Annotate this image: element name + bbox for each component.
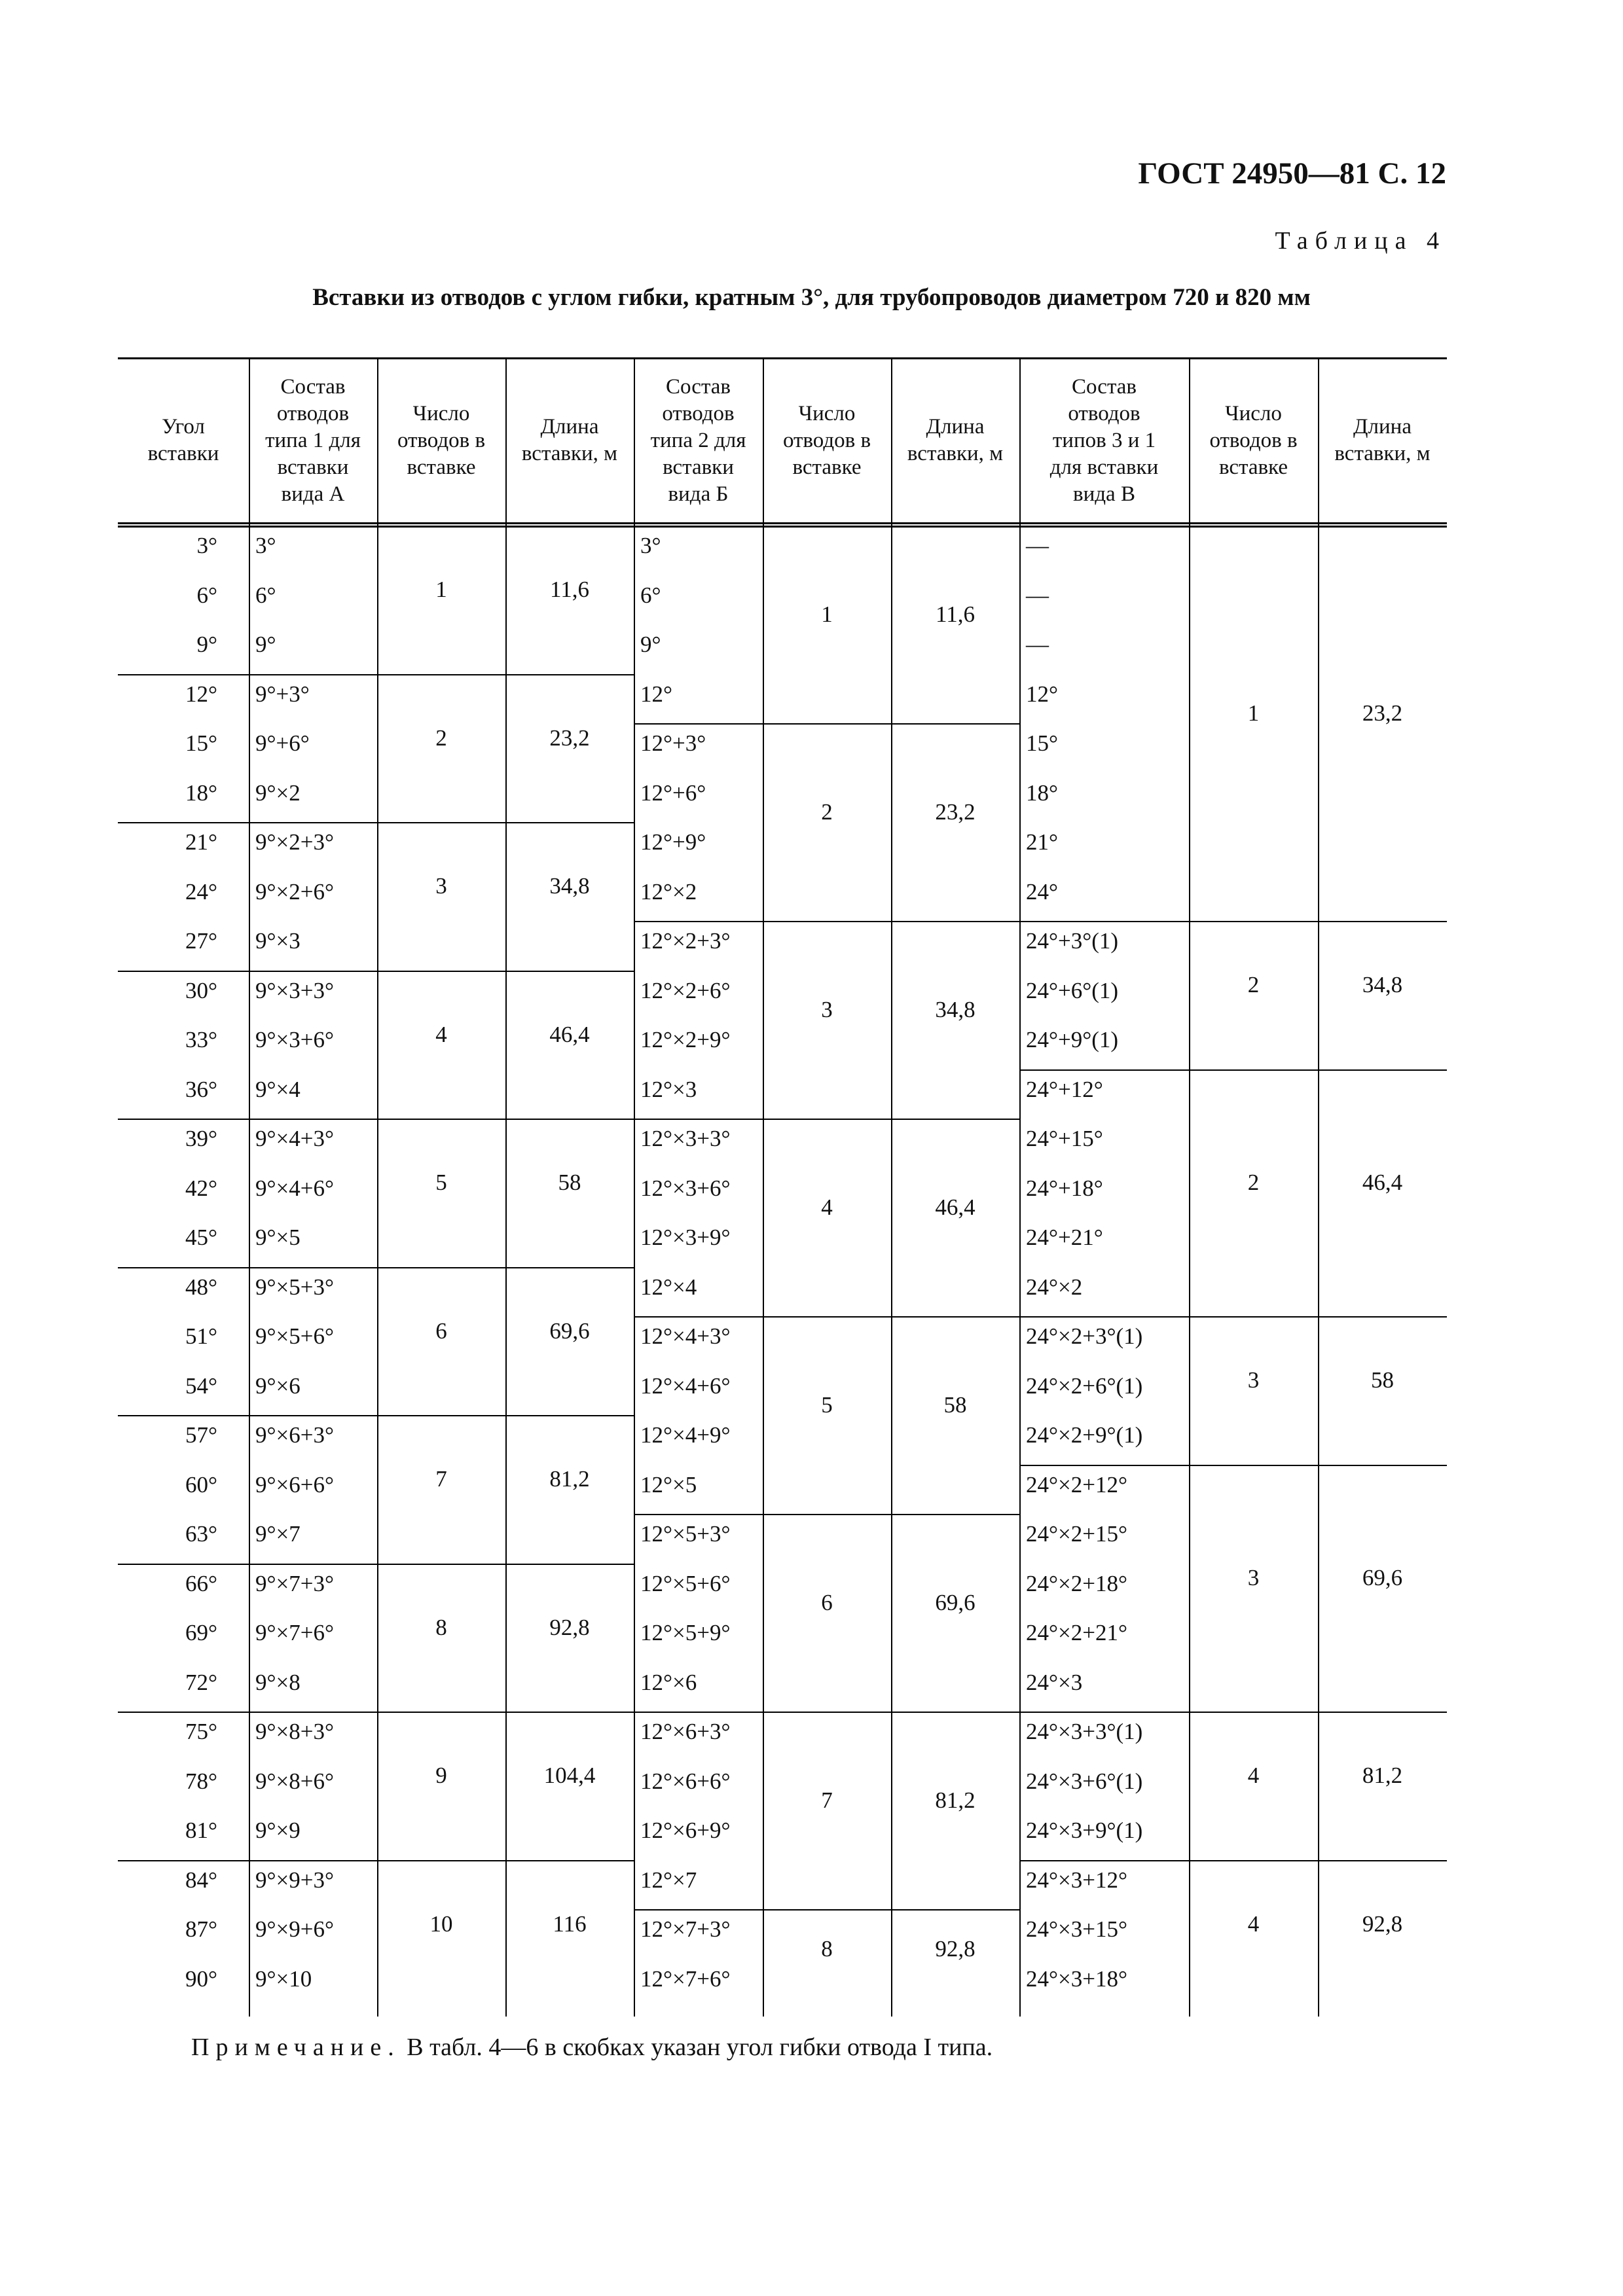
table-label: Таблица 4 <box>1275 227 1446 255</box>
composition-cell-c: 24°×3+15° <box>1026 1916 1127 1942</box>
group-rule-b <box>634 921 1019 922</box>
composition-cell-b: 12°×5+9° <box>640 1620 731 1645</box>
count-cell-b: 4 <box>821 1194 833 1220</box>
length-cell-a: 46,4 <box>549 1021 590 1047</box>
length-cell-b: 92,8 <box>935 1935 976 1962</box>
column-rule <box>634 357 635 2017</box>
count-cell-c: 4 <box>1247 1910 1260 1937</box>
length-cell-b: 23,2 <box>935 799 976 825</box>
composition-cell-b: 12°×7+6° <box>640 1965 731 1992</box>
composition-cell-b: 12°×2 <box>640 878 697 905</box>
group-rule-a <box>118 1119 634 1120</box>
composition-cell-b: 12°×6+9° <box>640 1818 731 1843</box>
composition-cell-c: 24°×2+12° <box>1026 1471 1127 1498</box>
composition-cell-c: 24°×3+18° <box>1026 1965 1127 1992</box>
column-header <box>505 357 634 524</box>
length-cell-a: 116 <box>553 1910 587 1937</box>
composition-cell-b: 6° <box>640 582 661 608</box>
composition-cell-a: 9°+3° <box>255 681 310 707</box>
length-cell-c: 69,6 <box>1362 1565 1403 1591</box>
composition-cell-a: 9° <box>255 632 276 657</box>
angle-cell: 66° <box>185 1570 217 1596</box>
count-cell-a: 2 <box>435 725 447 751</box>
note-text: В табл. 4—6 в скобках указан угол гибки отвода I типа. <box>400 2034 993 2061</box>
composition-cell-a: 9°×7+6° <box>255 1620 334 1645</box>
composition-cell-a: 9°×6+6° <box>255 1471 334 1498</box>
page-header: ГОСТ 24950—81 С. 12 <box>1138 156 1446 190</box>
composition-cell-b: 12°×6 <box>640 1669 697 1695</box>
note-lead: Примечание. <box>191 2034 401 2061</box>
group-rule-b <box>634 1119 1019 1120</box>
composition-cell-a: 9°×3+3° <box>255 977 334 1003</box>
group-rule-a <box>118 1564 634 1565</box>
composition-cell-c: 24°+3°(1) <box>1026 928 1119 954</box>
column-header <box>1189 357 1318 524</box>
group-rule-c <box>1019 1465 1447 1466</box>
composition-cell-b: 12° <box>640 681 672 707</box>
composition-cell-c: 24°+9°(1) <box>1026 1027 1119 1052</box>
count-cell-c: 2 <box>1247 972 1260 998</box>
length-cell-b: 34,8 <box>935 997 976 1022</box>
column-header-label: Длина вставки, м <box>1334 415 1431 465</box>
group-rule-b <box>634 1712 1019 1713</box>
count-cell-a: 1 <box>435 577 447 603</box>
count-cell-c: 1 <box>1247 700 1260 726</box>
length-cell-a: 92,8 <box>549 1614 590 1640</box>
angle-cell: 15° <box>185 730 217 756</box>
count-cell-c: 3 <box>1247 1367 1260 1393</box>
length-cell-b: 46,4 <box>935 1194 976 1220</box>
length-cell-c: 81,2 <box>1362 1763 1403 1789</box>
angle-cell: 72° <box>185 1669 217 1695</box>
column-header <box>763 357 891 524</box>
group-rule-b <box>634 1909 1019 1910</box>
table-note <box>191 2033 993 2062</box>
length-cell-b: 58 <box>943 1392 967 1418</box>
composition-cell-a: 9°×4+3° <box>255 1126 334 1151</box>
composition-cell-a: 9°×3 <box>255 928 301 954</box>
composition-cell-c: 15° <box>1026 730 1058 756</box>
count-cell-b: 6 <box>821 1590 833 1615</box>
angle-cell: 39° <box>185 1126 217 1151</box>
composition-cell-c: 24°×3+9°(1) <box>1026 1818 1143 1843</box>
angle-cell: 81° <box>185 1818 217 1843</box>
composition-cell-a: 9°×5+6° <box>255 1323 334 1349</box>
count-cell-c: 3 <box>1247 1565 1260 1591</box>
composition-cell-a: 9°×3+6° <box>255 1027 334 1052</box>
composition-cell-c: 24°+18° <box>1026 1175 1103 1201</box>
angle-cell: 54° <box>185 1372 217 1399</box>
column-header-label: Состав отводов типа 2 для вставки вида Б <box>650 374 746 506</box>
composition-cell-a: 9°×6 <box>255 1372 301 1399</box>
composition-cell-c: 24°×3+3°(1) <box>1026 1719 1143 1744</box>
length-cell-b: 81,2 <box>935 1787 976 1813</box>
angle-cell: 48° <box>185 1274 217 1300</box>
composition-cell-b: 12°×3+9° <box>640 1225 731 1250</box>
composition-cell-b: 3° <box>640 533 661 558</box>
count-cell-a: 3 <box>435 873 447 899</box>
angle-cell: 45° <box>185 1225 217 1250</box>
composition-cell-a: 9°×9 <box>255 1818 301 1843</box>
composition-cell-a: 9°+6° <box>255 730 310 756</box>
composition-cell-a: 9°×10 <box>255 1965 312 1992</box>
group-rule-c <box>1019 1860 1447 1861</box>
column-header <box>1318 357 1447 524</box>
angle-cell: 90° <box>185 1965 217 1992</box>
count-cell-b: 2 <box>821 799 833 825</box>
count-cell-b: 1 <box>821 601 833 627</box>
composition-cell-b: 12°×4+6° <box>640 1372 731 1399</box>
composition-cell-b: 12°×3+6° <box>640 1175 731 1201</box>
composition-cell-b: 12°×2+3° <box>640 928 731 954</box>
group-rule-a <box>118 1860 634 1861</box>
header-rule-2 <box>118 526 1447 528</box>
column-header <box>634 357 763 524</box>
composition-cell-b: 12°×5+6° <box>640 1570 731 1596</box>
length-cell-b: 69,6 <box>935 1590 976 1615</box>
count-cell-a: 8 <box>435 1614 447 1640</box>
column-header <box>891 357 1019 524</box>
composition-cell-b: 12°×5+3° <box>640 1521 731 1547</box>
angle-cell: 63° <box>185 1521 217 1547</box>
group-rule-c <box>1019 1712 1447 1713</box>
group-rule-c <box>1019 1069 1447 1071</box>
angle-cell: 84° <box>185 1867 217 1893</box>
angle-cell: 87° <box>185 1916 217 1942</box>
composition-cell-a: 9°×5 <box>255 1225 301 1250</box>
column-header-label: Число отводов в вставке <box>1209 401 1298 479</box>
count-cell-a: 6 <box>435 1318 447 1344</box>
composition-cell-c: 24°×2+15° <box>1026 1521 1127 1547</box>
group-rule-a <box>118 971 634 972</box>
composition-cell-a: 9°×8 <box>255 1669 301 1695</box>
composition-cell-a: 9°×2+6° <box>255 878 334 905</box>
composition-cell-b: 12°×2+9° <box>640 1027 731 1052</box>
composition-cell-c: 24°×3+6°(1) <box>1026 1768 1143 1794</box>
angle-cell: 18° <box>185 780 217 806</box>
composition-cell-c: 24°+21° <box>1026 1225 1103 1250</box>
angle-cell: 57° <box>185 1422 217 1448</box>
composition-cell-c: — <box>1026 632 1049 657</box>
composition-cell-a: 9°×6+3° <box>255 1422 334 1448</box>
group-rule-c <box>1019 1316 1447 1318</box>
column-header-label: Угол вставки <box>147 415 219 465</box>
length-cell-a: 23,2 <box>549 725 590 751</box>
group-rule-c <box>1019 921 1447 922</box>
composition-cell-b: 12°+3° <box>640 730 706 756</box>
column-header <box>377 357 505 524</box>
composition-cell-c: 24°+6°(1) <box>1026 977 1119 1003</box>
composition-cell-b: 12°×4 <box>640 1274 697 1300</box>
composition-cell-c: 24°+15° <box>1026 1126 1103 1151</box>
angle-cell: 24° <box>185 878 217 905</box>
composition-cell-a: 9°×9+3° <box>255 1867 334 1893</box>
column-header <box>118 357 249 524</box>
group-rule-b <box>634 723 1019 725</box>
count-cell-b: 3 <box>821 997 833 1022</box>
angle-cell: 51° <box>185 1323 217 1349</box>
length-cell-a: 34,8 <box>549 873 590 899</box>
composition-cell-a: 9°×4 <box>255 1076 301 1102</box>
angle-cell: 27° <box>185 928 217 954</box>
composition-cell-c: 24°×2+3°(1) <box>1026 1323 1143 1349</box>
length-cell-a: 104,4 <box>543 1763 596 1789</box>
angle-cell: 75° <box>185 1719 217 1744</box>
composition-cell-b: 12°×3 <box>640 1076 697 1102</box>
group-rule-a <box>118 1267 634 1268</box>
group-rule-b <box>634 1316 1019 1318</box>
group-rule-b <box>634 1514 1019 1515</box>
composition-cell-c: 21° <box>1026 829 1058 855</box>
group-rule-a <box>118 822 634 823</box>
length-cell-c: 23,2 <box>1362 700 1403 726</box>
composition-cell-c: 24° <box>1026 878 1058 905</box>
composition-cell-c: — <box>1026 582 1049 608</box>
composition-cell-a: 6° <box>255 582 276 608</box>
composition-cell-a: 9°×8+3° <box>255 1719 334 1744</box>
column-header-label: Число отводов в вставке <box>397 401 486 479</box>
composition-cell-c: 12° <box>1026 681 1058 707</box>
composition-cell-c: 24°×3+12° <box>1026 1867 1127 1893</box>
composition-cell-c: 24°×2 <box>1026 1274 1083 1300</box>
length-cell-b: 11,6 <box>936 601 975 627</box>
length-cell-a: 81,2 <box>549 1466 590 1492</box>
angle-cell: 36° <box>185 1076 217 1102</box>
composition-cell-b: 12°+9° <box>640 829 706 855</box>
insert-table <box>118 357 1447 2017</box>
composition-cell-c: 24°×3 <box>1026 1669 1083 1695</box>
column-header-label: Длина вставки, м <box>907 415 1004 465</box>
angle-cell: 21° <box>185 829 217 855</box>
table-caption: Вставки из отводов с углом гибки, кратным 3°, для трубопроводов диаметром 720 и 820 мм <box>312 284 1311 311</box>
angle-cell: 30° <box>185 977 217 1003</box>
count-cell-b: 7 <box>821 1787 833 1813</box>
column-header-label: Состав отводов типа 1 для вставки вида А <box>265 374 361 506</box>
length-cell-c: 34,8 <box>1362 972 1403 998</box>
composition-cell-c: 24°×2+18° <box>1026 1570 1127 1596</box>
group-rule-a <box>118 1712 634 1713</box>
composition-cell-c: — <box>1026 533 1049 558</box>
composition-cell-a: 9°×8+6° <box>255 1768 334 1794</box>
group-rule-a <box>118 674 634 675</box>
angle-cell: 12° <box>185 681 217 707</box>
count-cell-b: 5 <box>821 1392 833 1418</box>
composition-cell-b: 12°×5 <box>640 1471 697 1498</box>
column-header-label: Длина вставки, м <box>521 415 618 465</box>
angle-cell: 6° <box>196 582 217 608</box>
column-header-label: Состав отводов типов 3 и 1 для вставки вида В <box>1049 374 1159 506</box>
angle-cell: 33° <box>185 1027 217 1052</box>
group-rule-a <box>118 1415 634 1416</box>
composition-cell-b: 12°×4+9° <box>640 1422 731 1448</box>
angle-cell: 9° <box>196 632 217 657</box>
count-cell-c: 2 <box>1247 1170 1260 1196</box>
length-cell-a: 11,6 <box>550 577 589 603</box>
length-cell-a: 58 <box>558 1170 581 1196</box>
length-cell-c: 46,4 <box>1362 1170 1403 1196</box>
composition-cell-a: 9°×4+6° <box>255 1175 334 1201</box>
composition-cell-a: 9°×2+3° <box>255 829 334 855</box>
count-cell-a: 7 <box>435 1466 447 1492</box>
angle-cell: 42° <box>185 1175 217 1201</box>
length-cell-a: 69,6 <box>549 1318 590 1344</box>
composition-cell-b: 12°×6+6° <box>640 1768 731 1794</box>
composition-cell-c: 24°+12° <box>1026 1076 1103 1102</box>
count-cell-a: 9 <box>435 1763 447 1789</box>
composition-cell-c: 18° <box>1026 780 1058 806</box>
column-header <box>1019 357 1189 524</box>
angle-cell: 78° <box>185 1768 217 1794</box>
composition-cell-a: 9°×7 <box>255 1521 301 1547</box>
count-cell-a: 5 <box>435 1170 447 1196</box>
composition-cell-b: 12°×3+3° <box>640 1126 731 1151</box>
composition-cell-a: 3° <box>255 533 276 558</box>
count-cell-c: 4 <box>1247 1763 1260 1789</box>
length-cell-c: 58 <box>1371 1367 1394 1393</box>
composition-cell-a: 9°×2 <box>255 780 301 806</box>
composition-cell-b: 9° <box>640 632 661 657</box>
composition-cell-c: 24°×2+6°(1) <box>1026 1372 1143 1399</box>
column-rule <box>249 357 250 2017</box>
composition-cell-c: 24°×2+21° <box>1026 1620 1127 1645</box>
count-cell-a: 4 <box>435 1021 447 1047</box>
count-cell-a: 10 <box>429 1910 453 1937</box>
angle-cell: 3° <box>196 533 217 558</box>
composition-cell-a: 9°×7+3° <box>255 1570 334 1596</box>
composition-cell-b: 12°×7+3° <box>640 1916 731 1942</box>
composition-cell-b: 12°×4+3° <box>640 1323 731 1349</box>
composition-cell-a: 9°×5+3° <box>255 1274 334 1300</box>
column-header <box>249 357 377 524</box>
composition-cell-b: 12°×6+3° <box>640 1719 731 1744</box>
angle-cell: 69° <box>185 1620 217 1645</box>
composition-cell-c: 24°×2+9°(1) <box>1026 1422 1143 1448</box>
composition-cell-b: 12°+6° <box>640 780 706 806</box>
column-rule <box>1019 357 1021 2017</box>
composition-cell-b: 12°×7 <box>640 1867 697 1893</box>
length-cell-c: 92,8 <box>1362 1910 1403 1937</box>
composition-cell-b: 12°×2+6° <box>640 977 731 1003</box>
angle-cell: 60° <box>185 1471 217 1498</box>
composition-cell-a: 9°×9+6° <box>255 1916 334 1942</box>
count-cell-b: 8 <box>821 1935 833 1962</box>
column-header-label: Число отводов в вставке <box>782 401 871 479</box>
